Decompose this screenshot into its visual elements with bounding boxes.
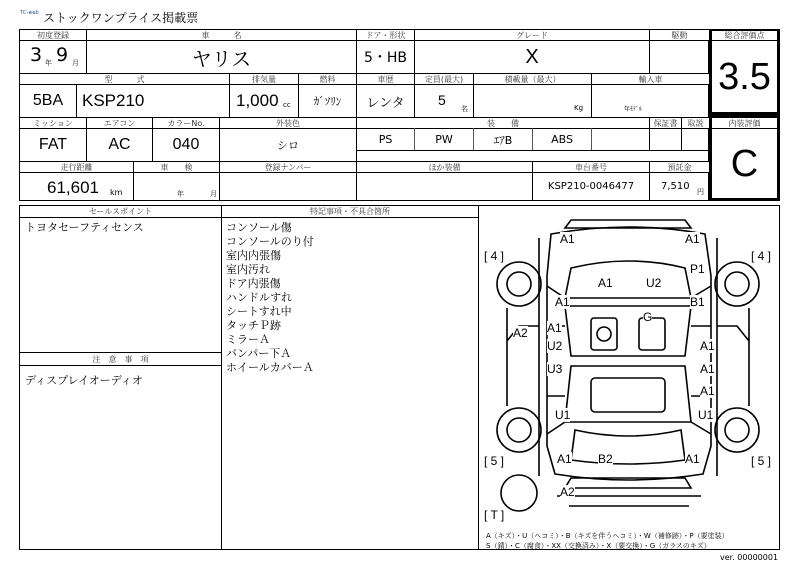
capacity: 5 (438, 92, 446, 108)
tire-label: [ 5 ] (751, 454, 772, 468)
damage-mark: B2 (598, 452, 613, 466)
damage-mark: A1 (598, 276, 613, 290)
damage-mark: B1 (690, 295, 705, 309)
import-label: 輸入車 (592, 74, 709, 84)
load-unit: Kg (574, 104, 584, 112)
damage-mark: A2 (560, 485, 575, 499)
exterior-label: 外装色 (220, 118, 356, 128)
load-label: 積載量（最大） (474, 74, 591, 84)
legend-line-2: S（錆）・C（腐食）・XX（交換済み）・X（要交換）・G（ガラスのキズ） (486, 542, 711, 550)
chassis-number: KSP210-0046477 (547, 181, 635, 192)
capacity-unit: 名 (461, 105, 468, 113)
damage-mark: U1 (555, 408, 571, 422)
model-label: 型 式 (20, 74, 229, 84)
displacement: 1,000 (236, 91, 279, 110)
drive-label: 駆動 (650, 30, 709, 40)
damage-mark: A1 (685, 232, 700, 246)
first-reg-month: 9 (56, 44, 69, 66)
other-equip-label: ほか装備 (357, 162, 532, 172)
legend-line-1: A（キズ）・U（ヘコミ）・B（キズを伴うヘコミ）・W（補修跡）・P（要塗装） (486, 532, 729, 540)
damage-mark: A2 (513, 326, 528, 340)
equipment-item: PW (435, 133, 453, 146)
damage-mark: P1 (690, 262, 705, 276)
warranty-label: 保証書 (650, 118, 681, 128)
car-name-label: 車 名 (87, 30, 356, 40)
tire-label: [ 4 ] (484, 249, 505, 263)
equipment-label: 装 備 (357, 118, 649, 128)
notes-label: 特記事項・不具合箇所 (222, 206, 478, 217)
tire-label: [ 5 ] (484, 454, 505, 468)
displacement-label: 排気量 (230, 74, 298, 84)
exterior-color: シロ (277, 139, 299, 152)
first-reg-year: 3 (30, 44, 43, 66)
equipment-item: ｴｱB (493, 133, 513, 147)
km-unit: km (110, 188, 123, 197)
damage-mark: A1 (700, 362, 715, 376)
mileage-label: 走行距離 (20, 162, 133, 172)
price-label: 預託金 (650, 162, 709, 172)
aircon: AC (108, 136, 131, 153)
overall-score-label: 総合評価点 (712, 31, 777, 40)
capacity-label: 定員(最大) (415, 74, 473, 84)
yen-unit: 円 (697, 188, 704, 196)
damage-mark: A1 (555, 295, 570, 309)
first-reg-label: 初度登録 (20, 30, 86, 40)
chassis-label: 車台番号 (533, 162, 649, 172)
car-damage-diagram (479, 206, 779, 526)
caution-label: 注 意 事 項 (20, 353, 221, 365)
list-item: コンソールのり付 (226, 235, 314, 248)
brand-logo: TC-web (20, 10, 39, 16)
mission-label: ミッション (20, 118, 86, 128)
equipment-item: ABS (551, 133, 573, 146)
list-item: ドア内張傷 (226, 277, 281, 290)
model-year-unit: 年ﾓﾃﾞﾙ (624, 106, 643, 113)
damage-mark: A1 (700, 339, 715, 353)
damage-mark: A1 (700, 384, 715, 398)
list-item: タッチＰ跡 (226, 319, 281, 332)
tire-label: [ T ] (484, 508, 505, 522)
damage-mark: A1 (685, 452, 700, 466)
aircon-label: エアコン (87, 118, 152, 128)
door-shape-label: ドア・形状 (357, 30, 414, 40)
interior-score-label: 内装評価 (712, 118, 777, 128)
car-name: ヤリス (191, 46, 252, 71)
caution-text: ディスプレイオーディオ (25, 374, 143, 387)
inspection-year-unit: 年 (177, 190, 184, 198)
list-item: ハンドルすれ (226, 291, 292, 304)
list-item: 室内内張傷 (226, 249, 281, 262)
history-label: 車歴 (357, 74, 414, 84)
damage-mark: U2 (547, 339, 563, 353)
history: レンタ (366, 95, 405, 111)
damage-mark: A1 (560, 232, 575, 246)
mission: FAT (38, 136, 68, 153)
grade: X (525, 45, 539, 68)
fuel-label: 燃料 (299, 74, 356, 84)
interior-score: C (730, 142, 759, 185)
version-text: ver. 00000001 (720, 553, 779, 562)
tire-label: [ 4 ] (751, 249, 772, 263)
grade-label: グレード (415, 30, 649, 40)
door-shape: 5・HB (363, 50, 408, 66)
damage-mark: G (643, 310, 653, 324)
color-no: 040 (172, 136, 200, 153)
page-title: ストックワンプライス掲載票 (43, 11, 199, 25)
inspection-month-unit: 月 (210, 190, 217, 198)
drive (650, 41, 709, 73)
color-no-label: カラーNo. (153, 118, 219, 128)
model-code: KSP210 (82, 91, 145, 110)
damage-mark: A1 (557, 452, 572, 466)
plate-label: 登録ナンバー (220, 162, 356, 172)
list-item: バンパー下Ａ (226, 347, 292, 360)
list-item: コンソール傷 (226, 221, 292, 234)
damage-mark: U3 (547, 362, 563, 376)
cc-unit: cc (283, 101, 291, 109)
model-prefix: 5BA (32, 92, 64, 109)
equipment-item: PS (378, 133, 393, 146)
mileage: 61,601 (47, 178, 99, 197)
list-item: 室内汚れ (226, 263, 270, 276)
selling-points-text: トヨタセーフティセンス (25, 221, 144, 234)
month-unit: 月 (72, 59, 79, 67)
inspection-label: 車 検 (134, 162, 219, 172)
list-item: ホイールカバーＡ (226, 361, 314, 374)
list-item: シートすれ中 (226, 305, 292, 318)
year-unit: 年 (45, 59, 52, 67)
notes-list (226, 221, 314, 375)
list-item: ミラーＡ (226, 333, 270, 346)
overall-score: 3.5 (718, 55, 771, 98)
manual-label: 取説 (682, 118, 709, 128)
damage-mark: U2 (646, 276, 662, 290)
selling-points-label: セールスポイント (20, 206, 221, 217)
fuel: ｶﾞｿﾘﾝ (313, 95, 342, 108)
damage-mark: A1 (547, 321, 562, 335)
damage-mark: U1 (698, 408, 714, 422)
price: 7,510 (661, 181, 690, 192)
